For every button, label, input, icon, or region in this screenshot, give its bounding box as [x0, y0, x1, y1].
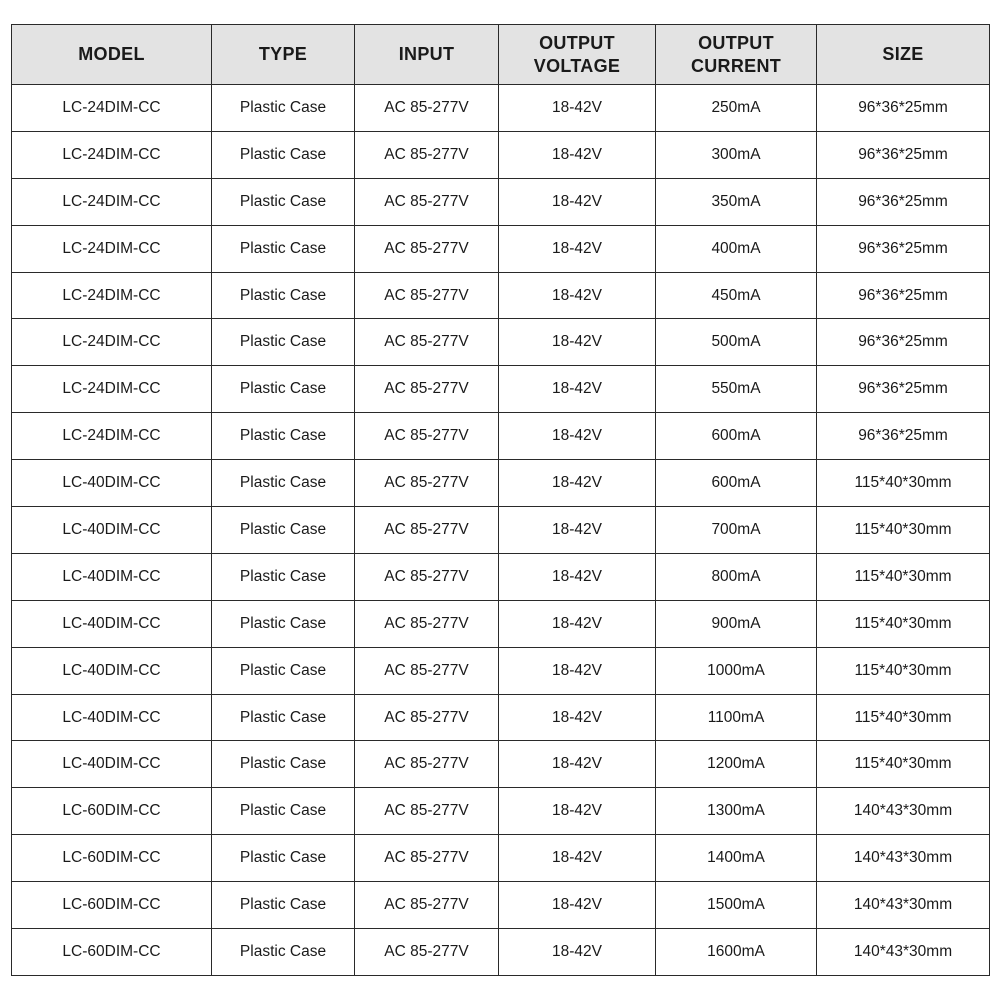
header-output-current-line2: CURRENT	[690, 55, 782, 76]
cell-size: 115*40*30mm	[817, 647, 990, 694]
cell-size: 140*43*30mm	[817, 788, 990, 835]
cell-input: AC 85-277V	[355, 788, 499, 835]
table-row	[12, 929, 990, 976]
cell-type: Plastic Case	[212, 460, 355, 507]
cell-output-current: 1600mA	[656, 929, 817, 976]
table-row	[12, 600, 990, 647]
cell-model: LC-24DIM-CC	[12, 131, 212, 178]
cell-output-current: 1300mA	[656, 788, 817, 835]
header-output-voltage	[499, 25, 656, 85]
header-output-voltage-line1: OUTPUT	[539, 32, 615, 53]
table-row	[12, 272, 990, 319]
cell-type: Plastic Case	[212, 694, 355, 741]
cell-input: AC 85-277V	[355, 929, 499, 976]
cell-type: Plastic Case	[212, 178, 355, 225]
header-model	[12, 25, 212, 85]
cell-output-current: 1100mA	[656, 694, 817, 741]
cell-size: 115*40*30mm	[817, 507, 990, 554]
cell-output-voltage: 18-42V	[499, 507, 656, 554]
cell-model: LC-24DIM-CC	[12, 413, 212, 460]
cell-input: AC 85-277V	[355, 741, 499, 788]
cell-input: AC 85-277V	[355, 600, 499, 647]
cell-type: Plastic Case	[212, 882, 355, 929]
cell-size: 96*36*25mm	[817, 178, 990, 225]
cell-model: LC-24DIM-CC	[12, 272, 212, 319]
cell-output-current: 600mA	[656, 413, 817, 460]
cell-output-current: 1200mA	[656, 741, 817, 788]
table-row	[12, 647, 990, 694]
cell-model: LC-40DIM-CC	[12, 741, 212, 788]
cell-size: 140*43*30mm	[817, 882, 990, 929]
cell-type: Plastic Case	[212, 647, 355, 694]
cell-size: 115*40*30mm	[817, 553, 990, 600]
cell-output-current: 900mA	[656, 600, 817, 647]
cell-model: LC-60DIM-CC	[12, 788, 212, 835]
cell-type: Plastic Case	[212, 366, 355, 413]
header-output-voltage-line2: VOLTAGE	[533, 55, 621, 76]
cell-size: 115*40*30mm	[817, 741, 990, 788]
cell-output-voltage: 18-42V	[499, 272, 656, 319]
cell-input: AC 85-277V	[355, 647, 499, 694]
cell-size: 96*36*25mm	[817, 131, 990, 178]
header-output-current	[656, 25, 817, 85]
cell-model: LC-60DIM-CC	[12, 882, 212, 929]
cell-output-voltage: 18-42V	[499, 694, 656, 741]
cell-output-current: 450mA	[656, 272, 817, 319]
cell-size: 96*36*25mm	[817, 413, 990, 460]
table-header	[12, 25, 990, 85]
cell-input: AC 85-277V	[355, 131, 499, 178]
cell-model: LC-40DIM-CC	[12, 600, 212, 647]
cell-size: 115*40*30mm	[817, 694, 990, 741]
table-row	[12, 460, 990, 507]
table-row	[12, 85, 990, 132]
cell-output-voltage: 18-42V	[499, 600, 656, 647]
cell-output-voltage: 18-42V	[499, 225, 656, 272]
cell-input: AC 85-277V	[355, 225, 499, 272]
cell-output-voltage: 18-42V	[499, 929, 656, 976]
cell-size: 115*40*30mm	[817, 600, 990, 647]
table-row	[12, 553, 990, 600]
cell-model: LC-40DIM-CC	[12, 694, 212, 741]
cell-type: Plastic Case	[212, 413, 355, 460]
table-row	[12, 366, 990, 413]
cell-model: LC-40DIM-CC	[12, 647, 212, 694]
cell-output-voltage: 18-42V	[499, 131, 656, 178]
cell-model: LC-40DIM-CC	[12, 553, 212, 600]
cell-output-voltage: 18-42V	[499, 319, 656, 366]
cell-output-current: 500mA	[656, 319, 817, 366]
header-row	[12, 25, 990, 85]
header-size	[817, 25, 990, 85]
cell-input: AC 85-277V	[355, 507, 499, 554]
cell-model: LC-24DIM-CC	[12, 225, 212, 272]
cell-model: LC-40DIM-CC	[12, 507, 212, 554]
cell-type: Plastic Case	[212, 272, 355, 319]
table-body	[12, 85, 990, 976]
table-row	[12, 507, 990, 554]
cell-model: LC-60DIM-CC	[12, 835, 212, 882]
header-size-label: SIZE	[882, 44, 924, 64]
cell-output-current: 400mA	[656, 225, 817, 272]
table-row	[12, 413, 990, 460]
cell-size: 96*36*25mm	[817, 319, 990, 366]
cell-output-voltage: 18-42V	[499, 835, 656, 882]
cell-size: 140*43*30mm	[817, 835, 990, 882]
cell-input: AC 85-277V	[355, 835, 499, 882]
cell-input: AC 85-277V	[355, 413, 499, 460]
cell-output-voltage: 18-42V	[499, 553, 656, 600]
cell-output-current: 1400mA	[656, 835, 817, 882]
cell-input: AC 85-277V	[355, 178, 499, 225]
cell-output-current: 250mA	[656, 85, 817, 132]
cell-type: Plastic Case	[212, 788, 355, 835]
cell-output-current: 350mA	[656, 178, 817, 225]
cell-input: AC 85-277V	[355, 319, 499, 366]
cell-input: AC 85-277V	[355, 366, 499, 413]
cell-output-voltage: 18-42V	[499, 460, 656, 507]
cell-type: Plastic Case	[212, 741, 355, 788]
header-input	[355, 25, 499, 85]
cell-output-voltage: 18-42V	[499, 85, 656, 132]
cell-output-voltage: 18-42V	[499, 647, 656, 694]
cell-type: Plastic Case	[212, 131, 355, 178]
table-row	[12, 788, 990, 835]
cell-type: Plastic Case	[212, 929, 355, 976]
cell-input: AC 85-277V	[355, 272, 499, 319]
cell-type: Plastic Case	[212, 507, 355, 554]
header-input-label: INPUT	[398, 44, 455, 64]
cell-output-current: 1000mA	[656, 647, 817, 694]
cell-size: 96*36*25mm	[817, 85, 990, 132]
header-type-label: TYPE	[258, 44, 308, 64]
cell-output-current: 300mA	[656, 131, 817, 178]
cell-size: 96*36*25mm	[817, 366, 990, 413]
table-row	[12, 131, 990, 178]
cell-output-voltage: 18-42V	[499, 413, 656, 460]
cell-size: 115*40*30mm	[817, 460, 990, 507]
cell-input: AC 85-277V	[355, 694, 499, 741]
cell-input: AC 85-277V	[355, 553, 499, 600]
table-row	[12, 835, 990, 882]
cell-output-voltage: 18-42V	[499, 788, 656, 835]
cell-model: LC-60DIM-CC	[12, 929, 212, 976]
cell-model: LC-24DIM-CC	[12, 85, 212, 132]
cell-output-voltage: 18-42V	[499, 882, 656, 929]
cell-input: AC 85-277V	[355, 882, 499, 929]
cell-type: Plastic Case	[212, 553, 355, 600]
table-row	[12, 178, 990, 225]
table-row	[12, 225, 990, 272]
cell-model: LC-24DIM-CC	[12, 319, 212, 366]
spec-table	[11, 24, 990, 976]
cell-size: 96*36*25mm	[817, 272, 990, 319]
cell-model: LC-40DIM-CC	[12, 460, 212, 507]
cell-size: 140*43*30mm	[817, 929, 990, 976]
cell-input: AC 85-277V	[355, 460, 499, 507]
cell-type: Plastic Case	[212, 835, 355, 882]
cell-type: Plastic Case	[212, 600, 355, 647]
cell-output-current: 700mA	[656, 507, 817, 554]
cell-output-current: 800mA	[656, 553, 817, 600]
cell-type: Plastic Case	[212, 319, 355, 366]
cell-output-current: 550mA	[656, 366, 817, 413]
table-row	[12, 319, 990, 366]
cell-output-voltage: 18-42V	[499, 366, 656, 413]
cell-output-current: 1500mA	[656, 882, 817, 929]
cell-output-voltage: 18-42V	[499, 741, 656, 788]
table-row	[12, 694, 990, 741]
cell-type: Plastic Case	[212, 85, 355, 132]
cell-model: LC-24DIM-CC	[12, 366, 212, 413]
cell-output-voltage: 18-42V	[499, 178, 656, 225]
table-row	[12, 882, 990, 929]
cell-output-current: 600mA	[656, 460, 817, 507]
cell-size: 96*36*25mm	[817, 225, 990, 272]
cell-input: AC 85-277V	[355, 85, 499, 132]
cell-model: LC-24DIM-CC	[12, 178, 212, 225]
header-output-current-line1: OUTPUT	[698, 32, 774, 53]
table-row	[12, 741, 990, 788]
header-model-label: MODEL	[78, 44, 145, 64]
cell-type: Plastic Case	[212, 225, 355, 272]
header-type	[212, 25, 355, 85]
